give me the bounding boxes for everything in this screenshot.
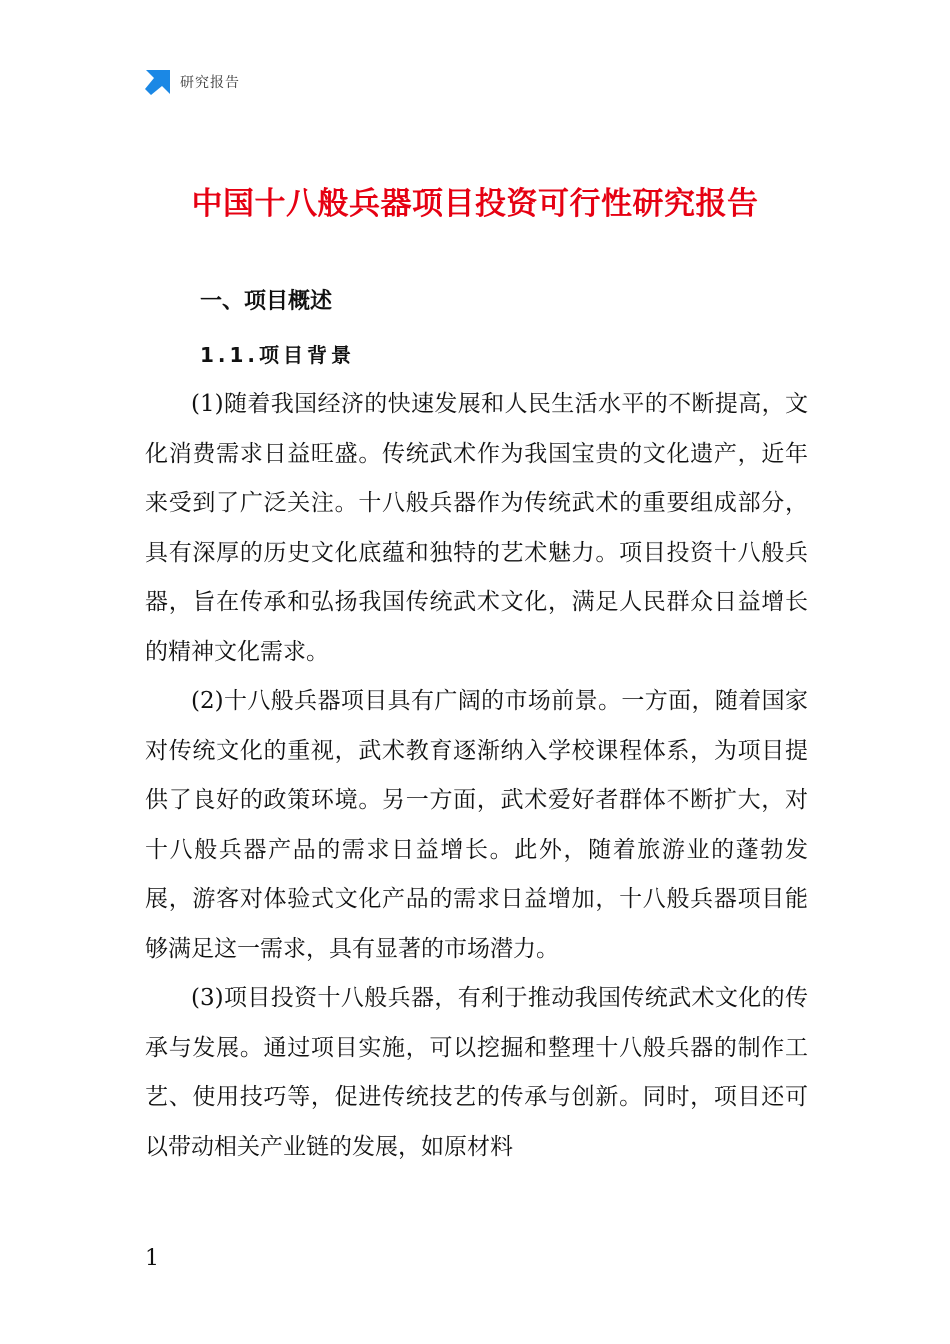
document-title: 中国十八般兵器项目投资可行性研究报告 [191,186,759,222]
page-header [145,68,240,96]
paragraph-3: (3)项目投资十八般兵器，有利于推动我国传统武术文化的传承与发展。通过项目实施，可以挖掘和整理十八般兵器的制作工艺、使用技巧等，促进传统技艺的传承与创新。同时，项目还可以带动相关产业链的发展，如原材料 [145,985,808,1160]
page-number: 1 [145,1246,159,1271]
section-heading: 一、项目概述 [200,289,333,314]
arrow-up-right-logo-icon [145,69,171,95]
body-text [145,380,808,1172]
paragraph-1: (1)随着我国经济的快速发展和人民生活水平的不断提高，文化消费需求日益旺盛。传统武术作为我国宝贵的文化遗产，近年来受到了广泛关注。十八般兵器作为传统武术的重要组成部分，具有深厚的历史文化底蕴和独特的艺术魅力。项目投资十八般兵器，旨在传承和弘扬我国传统武术文化，满足人民群众日益增长的精神文化需求。 [145,391,808,665]
paragraph-2: (2)十八般兵器项目具有广阔的市场前景。一方面，随着国家对传统文化的重视，武术教育逐渐纳入学校课程体系，为项目提供了良好的政策环境。另一方面，武术爱好者群体不断扩大，对十八般兵器产品的需求日益增长。此外，随着旅游业的蓬勃发展，游客对体验式文化产品的需求日益增加，十八般兵器项目能够满足这一需求，具有显著的市场潜力。 [145,688,808,962]
subsection-heading: 1.1.项目背景 [200,343,356,367]
header-label: 研究报告 [180,75,240,91]
